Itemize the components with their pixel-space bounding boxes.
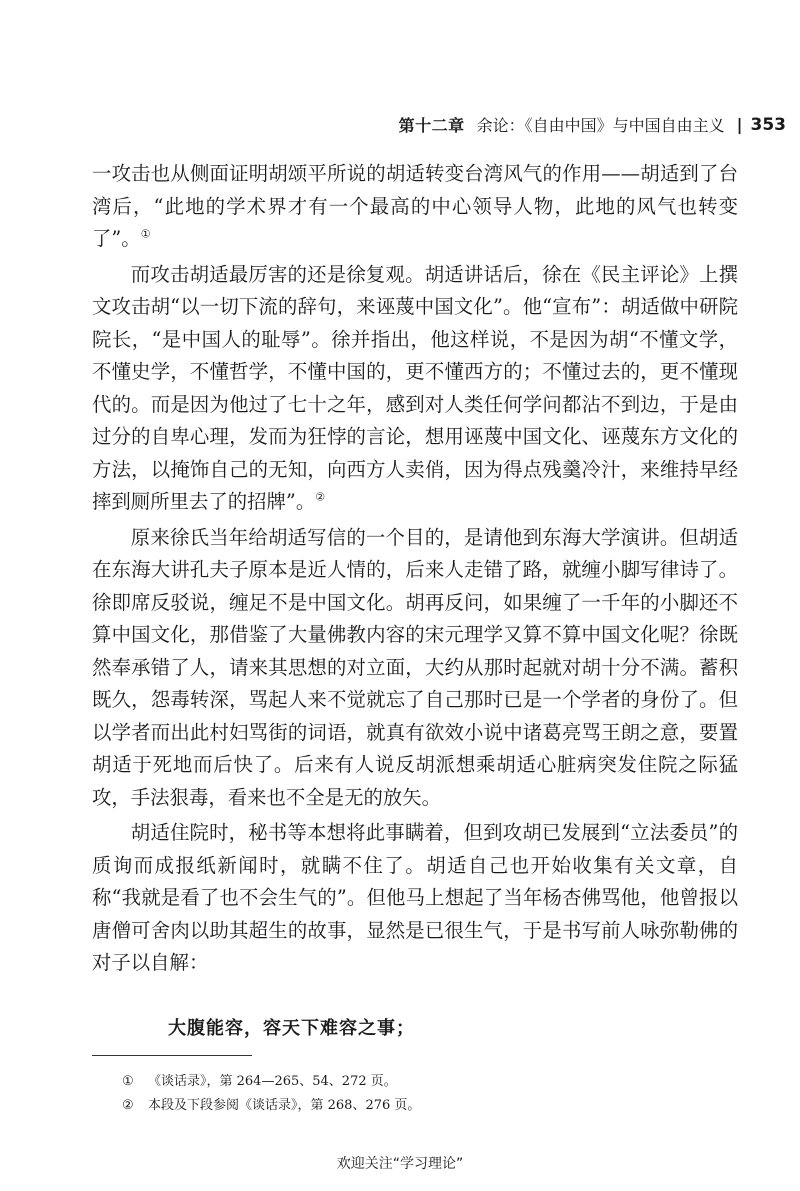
footnote-text: 《谈话录》，第 264—265、54、272 页。 xyxy=(148,1074,397,1089)
body-text xyxy=(92,158,738,983)
paragraph-1 xyxy=(92,158,738,256)
chapter-title: 余论：《自由中国》与中国自由主义 xyxy=(476,116,725,135)
couplet-line: 大腹能容，容天下难容之事； xyxy=(168,1018,415,1039)
footnote-mark: ② xyxy=(122,1098,134,1113)
paragraph-text: 一攻击也从侧面证明胡颂平所说的胡适转变台湾风气的作用——胡适到了台湾后，“此地的学术界才有一个最高的中心领导人物，此地的风气也转变了”。 xyxy=(92,162,738,250)
paragraph-text: 而攻击胡适最厉害的还是徐复观。胡适讲话后，徐在《民主评论》上撰文攻击胡“以一切下流的辞句，来诬蔑中国文化”。他“宣布”：胡适做中研院院长，“是中国人的耻辱”。徐并指出，他这样说，不是因为胡“不懂文学，不懂史学，不懂哲学，不懂中国的，更不懂西方的；不懂过去的，更不懂现代的。而是因为他过了七十之年，感到对人类任何学问都沾不到边，于是由过分的自卑心理，发而为狂悖的言论，想用诬蔑中国文化、诬蔑东方文化的方法，以掩饰自己的无知，向西方人卖俏，因为得点残羹冷汁，来维持早经摔到厕所里去了的招牌”。 xyxy=(92,262,738,513)
footnote-ref-2[interactable]: ② xyxy=(315,490,326,504)
running-header xyxy=(390,113,786,136)
paragraph-3 xyxy=(92,522,738,815)
chapter-label: 第十二章 xyxy=(398,116,465,135)
paragraph-4 xyxy=(92,817,738,980)
footer-watermark-text: 欢迎关注“学习理论” xyxy=(336,1156,464,1172)
footnote-item xyxy=(122,1070,420,1094)
paragraph-2 xyxy=(92,259,738,519)
paragraph-text: 原来徐氏当年给胡适写信的一个目的，是请他到东海大学演讲。但胡适在东海大讲孔夫子原本是近人情的，后来人走错了路，就缠小脚写律诗了。徐即席反驳说，缠足不是中国文化。胡再反问，如果缠了一千年的小脚还不算中国文化，那借鉴了大量佛教内容的宋元理学又算不算中国文化呢？徐既然奉承错了人，请来其思想的对立面，大约从那时起就对胡十分不满。蓄积既久，怨毒转深，骂起人来不觉就忘了自己那时已是一个学者的身份了。但以学者而出此村妇骂街的词语，就真有欲效小说中诸葛亮骂王朗之意，要置胡适于死地而后快了。后来有人说反胡派想乘胡适心脏病突发住院之际猛攻，手法狠毒，看来也不全是无的放矢。 xyxy=(92,525,738,809)
footnote-text: 本段及下段参阅《谈话录》，第 268、276 页。 xyxy=(148,1098,421,1113)
paragraph-text: 胡适住院时，秘书等本想将此事瞒着，但到攻胡已发展到“立法委员”的质询而成报纸新闻时，就瞒不住了。胡适自己也开始收集有关文章，自称“我就是看了也不会生气的”。但他马上想起了当年杨杏佛骂他，他曾报以唐僧可舍肉以助其超生的故事，显然是已很生气，于是书写前人咏弥勒佛的对子以自解： xyxy=(92,821,738,974)
footnote-divider xyxy=(92,1055,252,1056)
header-separator: | xyxy=(736,115,743,134)
footnote-ref-1[interactable]: ① xyxy=(140,227,151,241)
page-number: 353 xyxy=(750,114,786,135)
footnote-item xyxy=(122,1094,420,1118)
footnote-mark: ① xyxy=(122,1074,134,1089)
footnotes xyxy=(122,1070,420,1118)
